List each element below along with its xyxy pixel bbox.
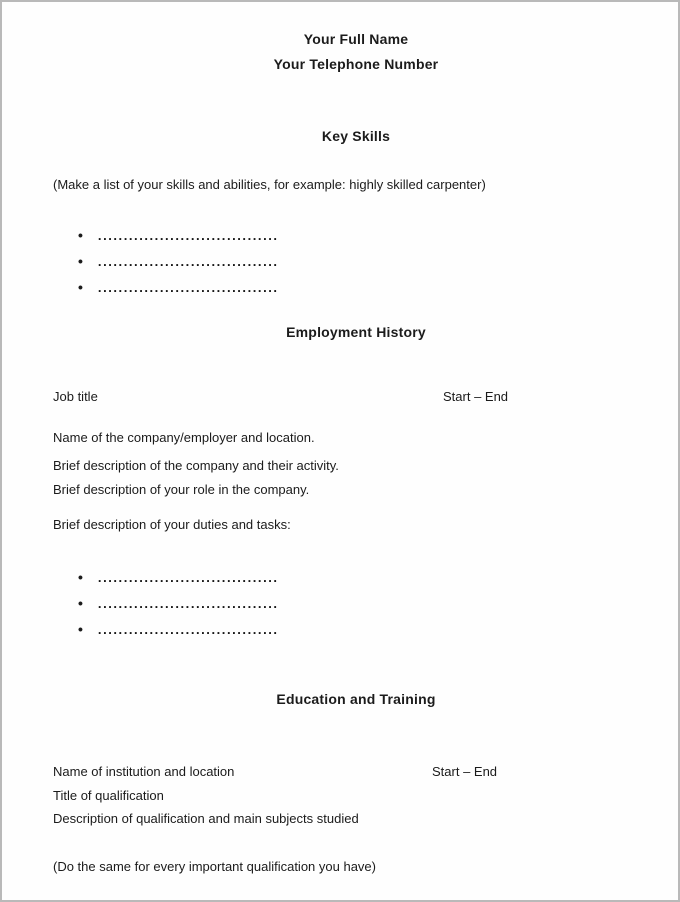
employment-date-range-label: Start – End	[443, 389, 509, 404]
bullet-icon: •	[78, 621, 83, 637]
bullet-icon: •	[78, 569, 83, 585]
role-line: Brief description of your role in the company.	[53, 482, 310, 497]
education-header-row	[53, 764, 659, 780]
dotted-line: ...................................	[97, 596, 279, 611]
key-skills-bullet-item	[78, 279, 659, 296]
education-note: (Do the same for every important qualification you have)	[53, 859, 376, 874]
institution-label: Name of institution and location	[53, 764, 235, 779]
dotted-line: ...................................	[97, 228, 279, 243]
education-date-range-label: Start – End	[432, 764, 498, 779]
key-skills-bullet-item	[78, 253, 659, 270]
company-activity-line: Brief description of the company and their activity.	[53, 458, 339, 473]
key-skills-heading: Key Skills	[321, 128, 391, 144]
key-skills-bullet-item	[78, 227, 659, 244]
bullet-icon: •	[78, 279, 83, 295]
full-name-heading: Your Full Name	[303, 31, 409, 47]
bullet-icon: •	[78, 253, 83, 269]
telephone-heading: Your Telephone Number	[273, 56, 439, 72]
duties-bullet-item	[78, 595, 659, 612]
dotted-line: ...................................	[97, 254, 279, 269]
company-line: Name of the company/employer and location.	[53, 430, 315, 445]
employment-header-row	[53, 389, 659, 405]
job-title-label: Job title	[53, 389, 98, 404]
duties-bullet-item	[78, 621, 659, 638]
dotted-line: ...................................	[97, 622, 279, 637]
employment-history-heading: Employment History	[286, 324, 426, 340]
duties-label: Brief description of your duties and tasks:	[53, 517, 291, 532]
bullet-icon: •	[78, 595, 83, 611]
education-training-heading: Education and Training	[276, 691, 436, 707]
qualification-title-line: Title of qualification	[53, 788, 164, 803]
duties-bullet-item	[78, 569, 659, 586]
key-skills-hint: (Make a list of your skills and abilities, for example: highly skilled carpenter)	[53, 177, 486, 192]
bullet-icon: •	[78, 227, 83, 243]
qualification-description-line: Description of qualification and main subjects studied	[53, 811, 359, 826]
dotted-line: ...................................	[97, 280, 279, 295]
dotted-line: ...................................	[97, 570, 279, 585]
